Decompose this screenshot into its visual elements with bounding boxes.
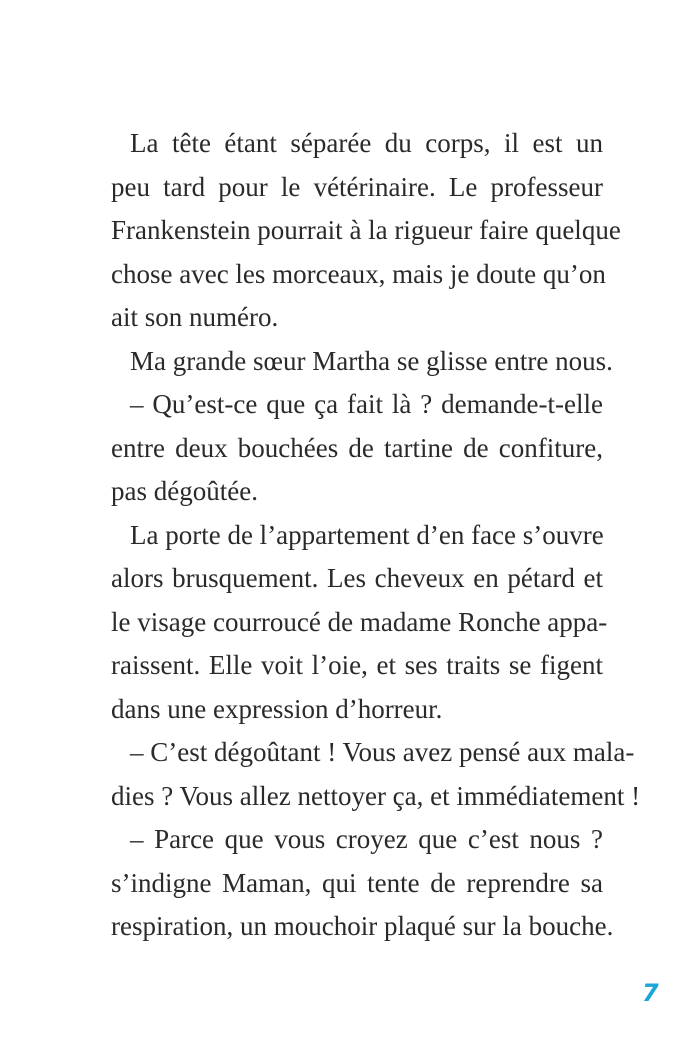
body-text	[111, 122, 641, 949]
text-line: pas dégoûtée.	[111, 476, 258, 506]
text-line: respiration, un mouchoir plaqué sur la bouche.	[111, 911, 614, 941]
text-line: peu tard pour le vétérinaire. Le professeur	[111, 171, 603, 202]
text-line: entre deux bouchées de tartine de confiture,	[111, 432, 603, 463]
text-line: ait son numéro.	[111, 302, 279, 332]
text-line: La porte de l’appartement d’en face s’ouvre	[130, 519, 604, 550]
text-line: raissent. Elle voit l’oie, et ses traits se figent	[111, 650, 603, 680]
text-line: Frankenstein pourrait à la rigueur faire quelque	[111, 215, 621, 245]
text-line: – C’est dégoûtant ! Vous avez pensé aux mala-	[130, 737, 635, 767]
text-line: dies ? Vous allez nettoyer ça, et immédiatement !	[111, 780, 641, 811]
text-line: La tête étant séparée du corps, il est un	[130, 128, 603, 158]
text-line: alors brusquement. Les cheveux en pétard et	[111, 563, 603, 593]
text-line: chose avec les morceaux, mais je doute qu’on	[111, 258, 606, 289]
text-line: s’indigne Maman, qui tente de reprendre sa	[111, 867, 603, 898]
page-number: 7	[642, 979, 659, 1007]
text-line: le visage courroucé de madame Ronche appa-	[111, 606, 608, 637]
text-line: Ma grande sœur Martha se glisse entre nous.	[130, 345, 613, 376]
text-line: dans une expression d’horreur.	[111, 693, 443, 724]
text-line: – Qu’est-ce que ça fait là ? demande-t-elle	[130, 389, 603, 419]
text-line: – Parce que vous croyez que c’est nous ?	[130, 824, 603, 854]
